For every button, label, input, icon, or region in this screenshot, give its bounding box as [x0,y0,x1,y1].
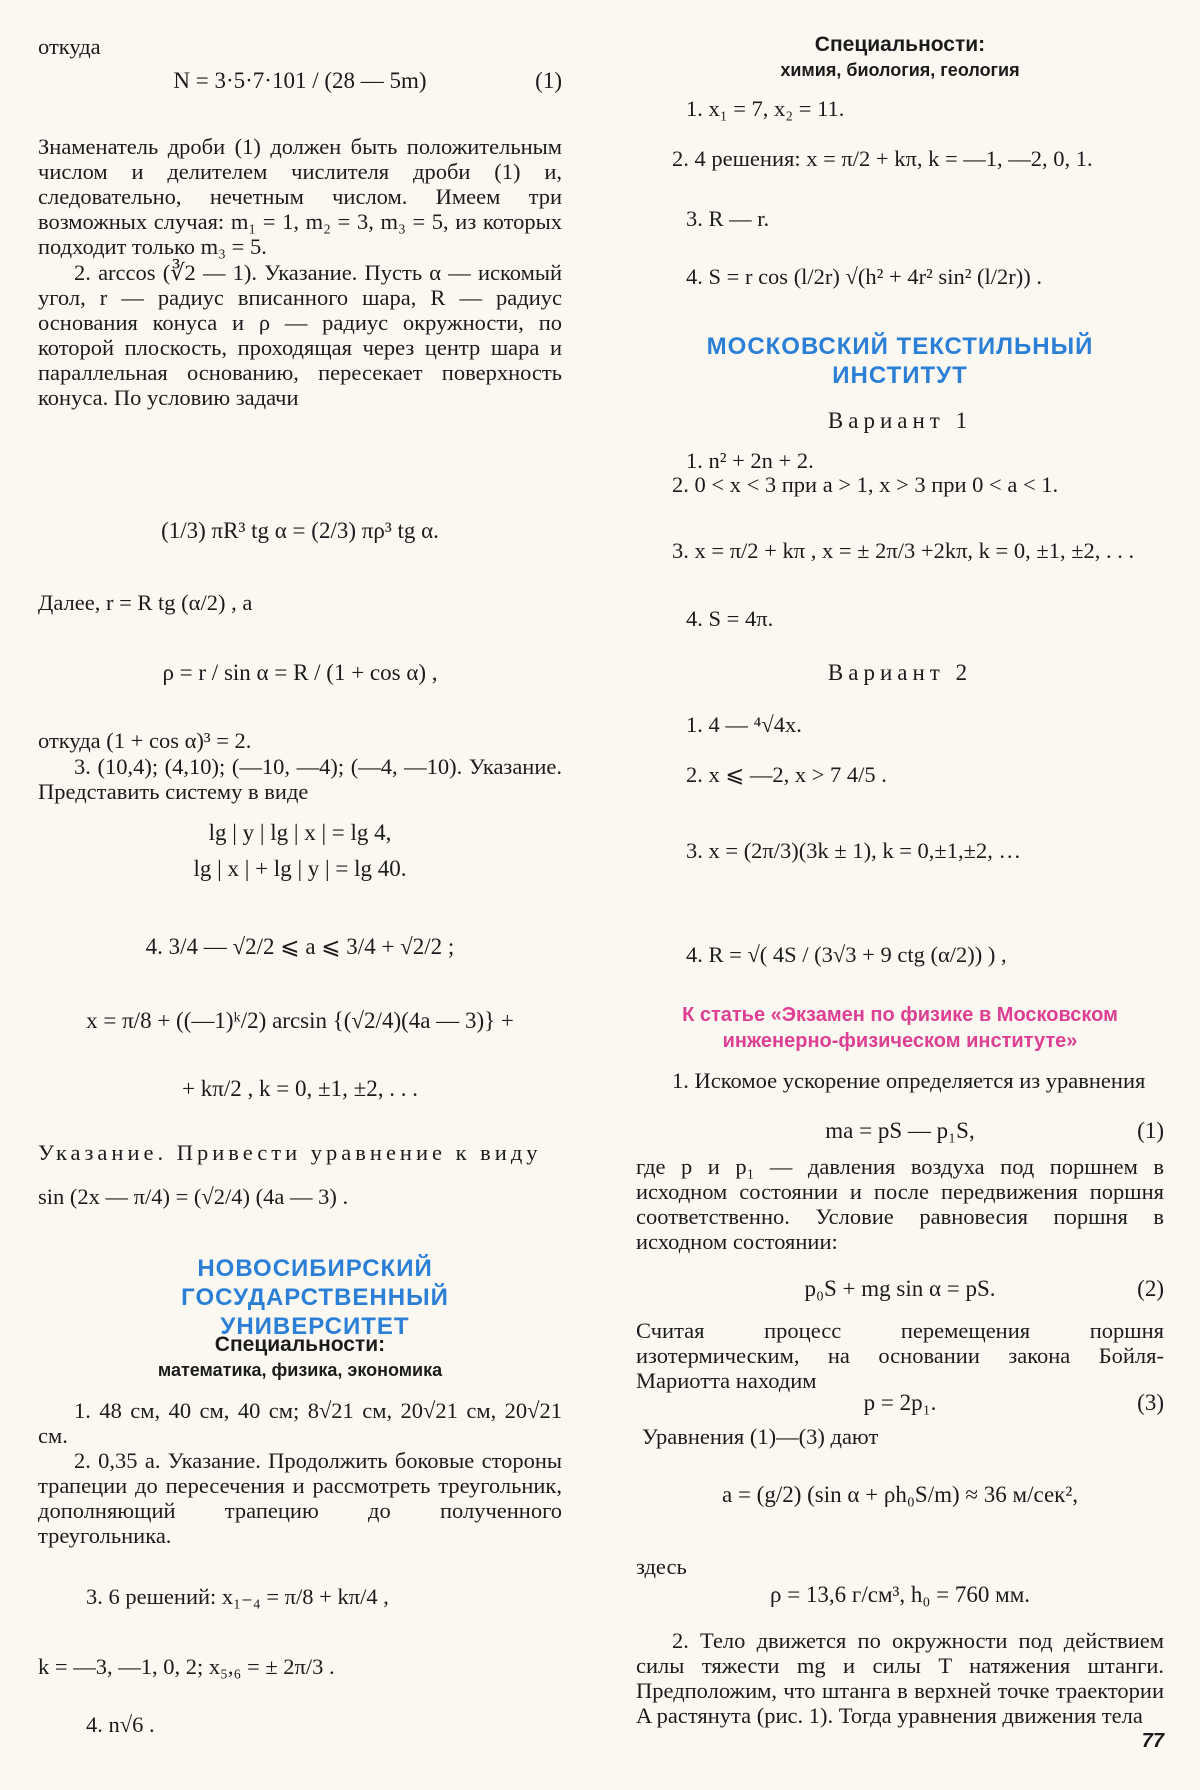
right-specialties [636,32,1164,82]
physics-para-4: Уравнения (1)—(3) дают [642,1424,879,1449]
formula-rho: ρ = r / sin α = R / (1 + cos α) , [162,660,438,685]
physics-zdes: здесь [636,1554,687,1579]
nsu-answer-4: 4. n√6 . [86,1712,155,1737]
formula-sin: sin (2x — π/4) = (√2/4) (4a — 3) . [38,1184,349,1209]
physics-eq-1 [636,1118,1164,1144]
nsu-answer-3a: 3. 6 решений: x₁₋₄ = π/8 + kπ/4 , [86,1584,389,1609]
system-line-2: lg | x | + lg | y | = lg 40. [193,856,407,881]
physics-para-2: где p и p₁ — давления воздуха под поршнем в исходном состоянии и после передвижения поршня соответственно. Условие равновесия поршня в исходном состоянии: [636,1154,1164,1254]
physics-eq-5: ρ = 13,6 г/см³, h₀ = 760 мм. [769,1582,1031,1607]
v2-answer-1: 1. 4 — ⁴√4x. [686,712,802,737]
v1-answer-1: 1. n² + 2n + 2. [686,448,814,473]
formula-N-text: N = 3·5·7·101 / (28 — 5m) [173,68,427,93]
system-line-1: lg | y | lg | x | = lg 4, [208,820,392,845]
physics-para-6: 2. Тело движется по окружности под действием силы тяжести mg и силы T натяжения штанги. Предположим, что штанга в верхней точке траектории A растянута (рис. 1). Тогда уравнения движения тела [636,1628,1164,1728]
physics-eq-4: a = (g/2) (sin α + ρh₀S/m) ≈ 36 м/сек², [722,1482,1078,1507]
nsu-answer-1: 1. 48 см, 40 см, 40 см; 8√21 см, 20√21 см, 20√21 см. [38,1398,562,1448]
formula-dalee: Далее, r = R tg (α/2) , а [38,590,253,615]
v1-answer-3: 3. x = π/2 + kπ , x = ± 2π/3 +2kπ, k = 0, ±1, ±2, . . . [672,538,1135,563]
physics-eq-1-text: ma = pS — p₁S, [825,1118,975,1143]
right-answer-3: 3. R — r. [686,206,770,231]
v2-answer-4: 4. R = √( 4S / (3√3 + 9 ctg (α/2)) ) , [686,942,1007,967]
physics-para-1: 1. Искомое ускорение определяется из уравнения [672,1068,1146,1093]
v1-answer-4: 4. S = 4π. [686,606,774,631]
physics-eq-3 [636,1390,1164,1416]
intro-word: откуда [38,34,101,59]
section-title-nsu: НОВОСИБИРСКИЙ ГОСУДАРСТВЕННЫЙ УНИВЕРСИТЕТ [181,1255,449,1340]
nsu-spec-list: математика, физика, экономика [157,1360,443,1380]
right-answer-1: 1. x₁ = 7, x₂ = 11. [686,96,845,121]
formula-N [38,68,562,94]
physics-eq-3-number: (3) [1137,1390,1164,1415]
variant-2-title: Вариант 2 [827,660,973,685]
paragraph-answer-2: 2. arccos (∛2 — 1). Указание. Пусть α — искомый угол, r — радиус вписанного шара, R — радиус основания конуса и ρ — радиус окружности, по которой плоскость, проходящая через центр шара и параллельная основанию, пересекает поверхность конуса. По условию задачи [38,260,562,410]
physics-eq-2-text: p₀S + mg sin α = pS. [804,1276,996,1301]
v2-answer-3: 3. x = (2π/3)(3k ± 1), k = 0,±1,±2, … [686,838,1022,863]
paragraph-otkuda: откуда (1 + cos α)³ = 2. [38,728,252,753]
variant-1-title: Вариант 1 [827,408,973,433]
nsu-answer-2: 2. 0,35 a. Указание. Продолжить боковые стороны трапеции до пересечения и рассмотреть треугольник, дополняющий трапецию до полученного треугольника. [38,1448,562,1548]
nsu-spec-title: Специальности: [214,1333,386,1356]
section-title-physics: К статье «Экзамен по физике в Московском инженерно-физическом институте» [682,1004,1118,1052]
right-answer-4: 4. S = r cos (l/2r) √(h² + 4r² sin² (l/2r)) . [686,264,1043,289]
section-title-mti: МОСКОВСКИЙ ТЕКСТИЛЬНЫЙ ИНСТИТУТ [706,333,1094,389]
formula-x-arcsin: x = π/8 + ((—1)ᵏ/2) arcsin {(√2/4)(4a — 3)} + [86,1008,514,1033]
v2-answer-2: 2. x ⩽ —2, x > 7 4/5 . [686,762,887,787]
physics-para-3: Считая процесс перемещения поршня изотермическим, на основании закона Бойля-Мариотта находим [636,1318,1164,1393]
nsu-specialties [38,1332,562,1382]
physics-eq-2-number: (2) [1137,1276,1164,1301]
page-number: 77 [1141,1730,1164,1752]
physics-eq-1-number: (1) [1137,1118,1164,1143]
inequality-answer-4: 4. 3/4 — √2/2 ⩽ a ⩽ 3/4 + √2/2 ; [145,934,455,959]
paragraph-ukazanie: Указание. Привести уравнение к виду [38,1140,542,1165]
right-spec-title: Специальности: [814,33,986,56]
v1-answer-2: 2. 0 < x < 3 при a > 1, x > 3 при 0 < a < 1. [672,472,1059,497]
right-spec-list: химия, биология, геология [780,60,1020,80]
formula-N-number: (1) [535,68,562,93]
formula-volume: (1/3) πR³ tg α = (2/3) πρ³ tg α. [161,518,439,543]
physics-eq-3-text: p = 2p₁. [863,1390,937,1415]
formula-x-tail: + kπ/2 , k = 0, ±1, ±2, . . . [182,1076,418,1101]
nsu-answer-3b: k = —3, —1, 0, 2; x₅,₆ = ± 2π/3 . [38,1654,335,1679]
right-answer-2: 2. 4 решения: x = π/2 + kπ, k = —1, —2, 0, 1. [672,146,1093,171]
paragraph-denominator: Знаменатель дроби (1) должен быть положительным числом и делителем числителя дроби (1) и, следовательно, нечетным числом. Имеем три возможных случая: m₁ = 1, m₂ = 3, m₃ = 5, из которых подходит только m₃ = 5. [38,134,562,259]
paragraph-answer-3: 3. (10,4); (4,10); (—10, —4); (—4, —10). Указание. Представить систему в виде [38,754,562,804]
physics-eq-2 [636,1276,1164,1302]
